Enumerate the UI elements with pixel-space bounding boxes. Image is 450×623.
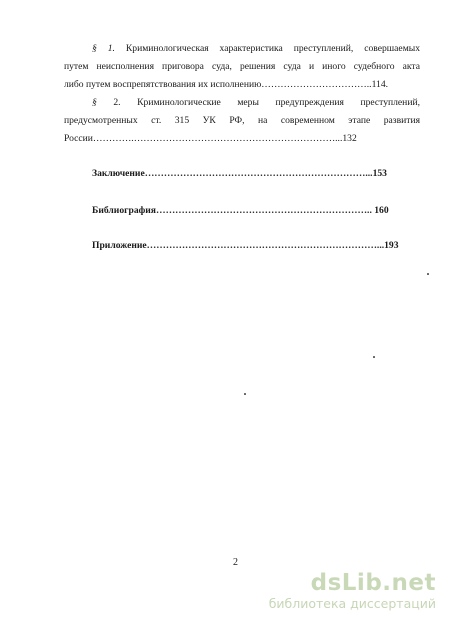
toc-entry-section-2-line-1 [92, 97, 420, 108]
toc-entry-appendix[interactable]: Приложение………………………………………………………………...193 [92, 240, 399, 251]
toc-entry-section-1-line-3: либо путем воспрепятствования их исполнению……………………………..114. [64, 79, 389, 90]
section-number: 2. [113, 97, 121, 108]
scan-speck [373, 356, 375, 358]
toc-entry-section-1-line-2: путем неисполнения приговора суда, решения суда и иного судебного акта [64, 61, 420, 72]
section-title-part: Криминологическая характеристика преступлений, совершаемых [125, 43, 421, 54]
page-number: 2 [233, 557, 238, 568]
section-symbol: § [92, 43, 97, 54]
toc-entry-conclusion[interactable]: Заключение……………………………………………………………...153 [92, 168, 387, 179]
section-symbol: § [92, 97, 97, 108]
section-number: 1. [107, 43, 115, 54]
toc-entry-section-1-line-1 [92, 43, 420, 54]
toc-entry-bibliography[interactable]: Библиография………………………………………………………….. 160 [92, 205, 389, 216]
section-title-part: Криминологические меры предупреждения преступлений, [137, 97, 420, 108]
scan-speck [427, 273, 429, 275]
watermark [269, 571, 436, 611]
toc-entry-section-2-line-3: России………….………………………………………………………...132 [64, 133, 357, 144]
watermark-logo: dsLib.net [310, 570, 436, 596]
watermark-subtitle: библиотека диссертаций [268, 596, 436, 611]
scan-speck [244, 393, 246, 395]
toc-entry-section-2-line-2: предусмотренных ст. 315 УК РФ, на современном этапе развития [64, 115, 420, 126]
